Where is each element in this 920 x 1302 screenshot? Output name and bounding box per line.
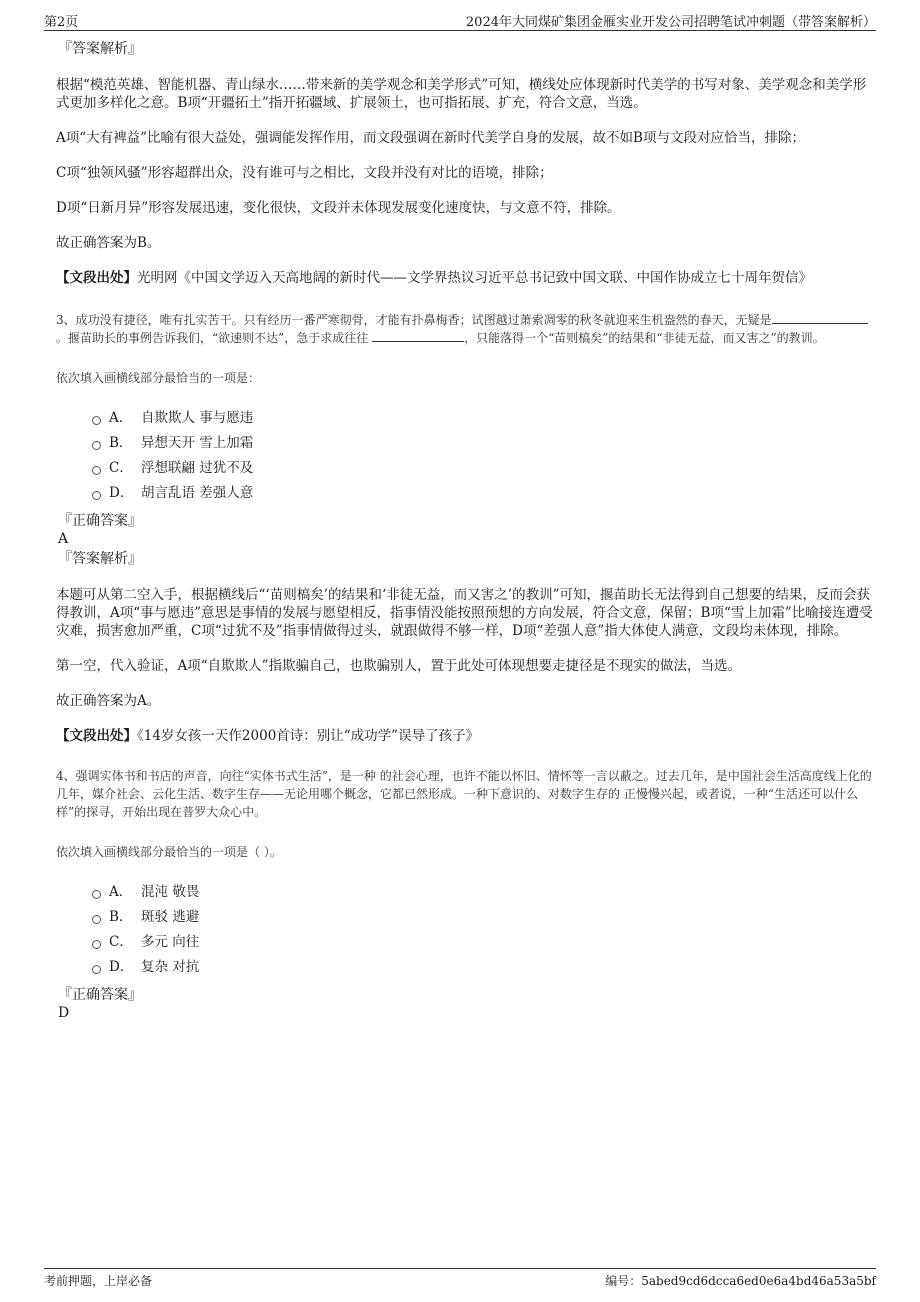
analysis-paragraph: 本题可从第二空入手，根据横线后“‘苗则槁矣’的结果和‘非徒无益，而又害之’的教训”可知，揠苗助长无法得到自己想要的结果，反而会获得教训，A项“事与愿违”意思是事情的发展与愿望相反，指事情没能按照预想的方向发展，符合文意，保留；B项“雪上加霜”比喻接连遭受灾难，损害愈加严重，C项“过犹不及”指事情做得过头，就跟做得不够一样，D项“差强人意”指大体使人满意，文段均未体现，排除。 [56,587,873,639]
option-c[interactable] [92,930,876,955]
option-text: 斑驳 逃避 [141,909,200,925]
correct-answer-label: 『正确答案』 [58,513,142,529]
option-text: 浮想联翩 过犹不及 [141,460,254,476]
radio-icon[interactable] [92,965,101,974]
option-letter: A． [109,410,133,426]
question-4-options [92,880,876,980]
radio-icon[interactable] [92,466,101,475]
document-id: 编号：5abed9cd6dcca6ed0e6a4bd46a53a5bf [605,1274,876,1288]
source-paragraph [56,727,876,745]
fill-blank [772,311,868,324]
radio-icon[interactable] [92,491,101,500]
correct-answer: A [58,531,69,547]
option-letter: D． [109,959,134,975]
fill-blank [372,329,464,342]
page-header [44,10,876,31]
analysis-label: 『答案解析』 [58,551,142,567]
radio-icon[interactable] [92,940,101,949]
option-text: 混沌 敬畏 [141,884,200,900]
radio-icon[interactable] [92,915,101,924]
analysis-paragraph: C项“独领风骚”形容超群出众，没有谁可与之相比，文段并没有对比的语境，排除； [56,165,553,181]
source-paragraph [56,269,876,287]
analysis-paragraph: 故正确答案为A。 [56,693,161,709]
option-text: 自欺欺人 事与愿违 [141,410,254,426]
page-number: 第2页 [44,15,79,30]
analysis-paragraph: 第一空，代入验证，A项“自欺欺人”指欺骗自己，也欺骗别人，置于此处可体现想要走捷径是不现实的做法，当选。 [56,658,742,674]
analysis-paragraph: 根据“模范英雄、智能机器、青山绿水……带来新的美学观念和美学形式”可知，横线处应体现新时代美学的书写对象、美学观念和美学形式更加多样化之意。B项“开疆拓土”指开拓疆域、扩展领土，也可指拓展、扩充，符合文意，当选。 [56,77,867,111]
question-4-text: 4、强调实体书和书店的声音，向往“实体书式生活”，是一种 的社会心理，也许不能以怀旧、情怀等一言以蔽之。过去几年，是中国社会生活高度线上化的几年，媒介社会、云化生活、数字生存——无论用哪个概念，它都已然形成。一种下意识的、对数字生存的 正慢慢兴起，或者说，一种“生活还可以什么样”的探寻，开始出现在普罗大众心中。 [56,769,872,819]
question-3-options [92,406,876,506]
source-text: 《14岁女孩一天作2000首诗：别让“成功学”误导了孩子》 [137,728,480,744]
option-b[interactable] [92,905,876,930]
source-text: 光明网《中国文学迈入天高地阔的新时代——文学界热议习近平总书记致中国文联、中国作协成立七十周年贺信》 [137,270,812,286]
option-text: 复杂 对抗 [141,959,200,975]
radio-icon[interactable] [92,416,101,425]
option-text: 异想天开 雪上加霜 [141,435,254,451]
question-text-part: 。揠苗助长的事例告诉我们，“欲速则不达”，急于求成往往 [56,331,369,345]
analysis-paragraph: A项“大有裨益”比喻有很大益处，强调能发挥作用，而文段强调在新时代美学自身的发展，故不如B项与文段对应恰当，排除； [56,130,805,146]
option-letter: B． [109,909,133,925]
option-d[interactable] [92,481,876,506]
option-letter: A． [109,884,133,900]
analysis-paragraph: D项“日新月异”形容发展迅速，变化很快，文段并未体现发展变化速度快，与文意不符，排除。 [56,200,621,216]
question-text-part: ，只能落得一个“苗则槁矣”的结果和“非徒无益，而又害之”的教训。 [464,331,825,345]
analysis-paragraph: 故正确答案为B。 [56,235,161,251]
option-d[interactable] [92,955,876,980]
option-c[interactable] [92,456,876,481]
option-a[interactable] [92,406,876,431]
page-footer [44,1268,876,1294]
question-3-text [56,311,876,347]
document-title: 2024年大同煤矿集团金雁实业开发公司招聘笔试冲刺题（带答案解析） [465,15,876,30]
correct-answer: D [58,1005,70,1021]
source-label: 【文段出处】 [56,728,137,744]
question-4-prompt: 依次填入画横线部分最恰当的一项是（ ）。 [56,845,282,859]
analysis-label: 『答案解析』 [58,41,142,57]
option-letter: C． [109,934,133,950]
option-letter: C． [109,460,133,476]
radio-icon[interactable] [92,890,101,899]
option-letter: B． [109,435,133,451]
question-3-prompt: 依次填入画横线部分最恰当的一项是： [56,371,261,385]
option-letter: D． [109,485,134,501]
footer-slogan: 考前押题，上岸必备 [44,1274,153,1288]
source-label: 【文段出处】 [56,270,137,286]
page-content [56,40,876,1024]
option-a[interactable] [92,880,876,905]
option-b[interactable] [92,431,876,456]
correct-answer-label: 『正确答案』 [58,987,142,1003]
question-text-part: 3、成功没有捷径，唯有扎实苦干。只有经历一番严寒彻骨，才能有扑鼻梅香；试图越过萧索凋零的秋冬就迎来生机盎然的春天，无疑是 [56,313,772,327]
option-text: 多元 向往 [141,934,200,950]
radio-icon[interactable] [92,441,101,450]
option-text: 胡言乱语 差强人意 [141,485,254,501]
